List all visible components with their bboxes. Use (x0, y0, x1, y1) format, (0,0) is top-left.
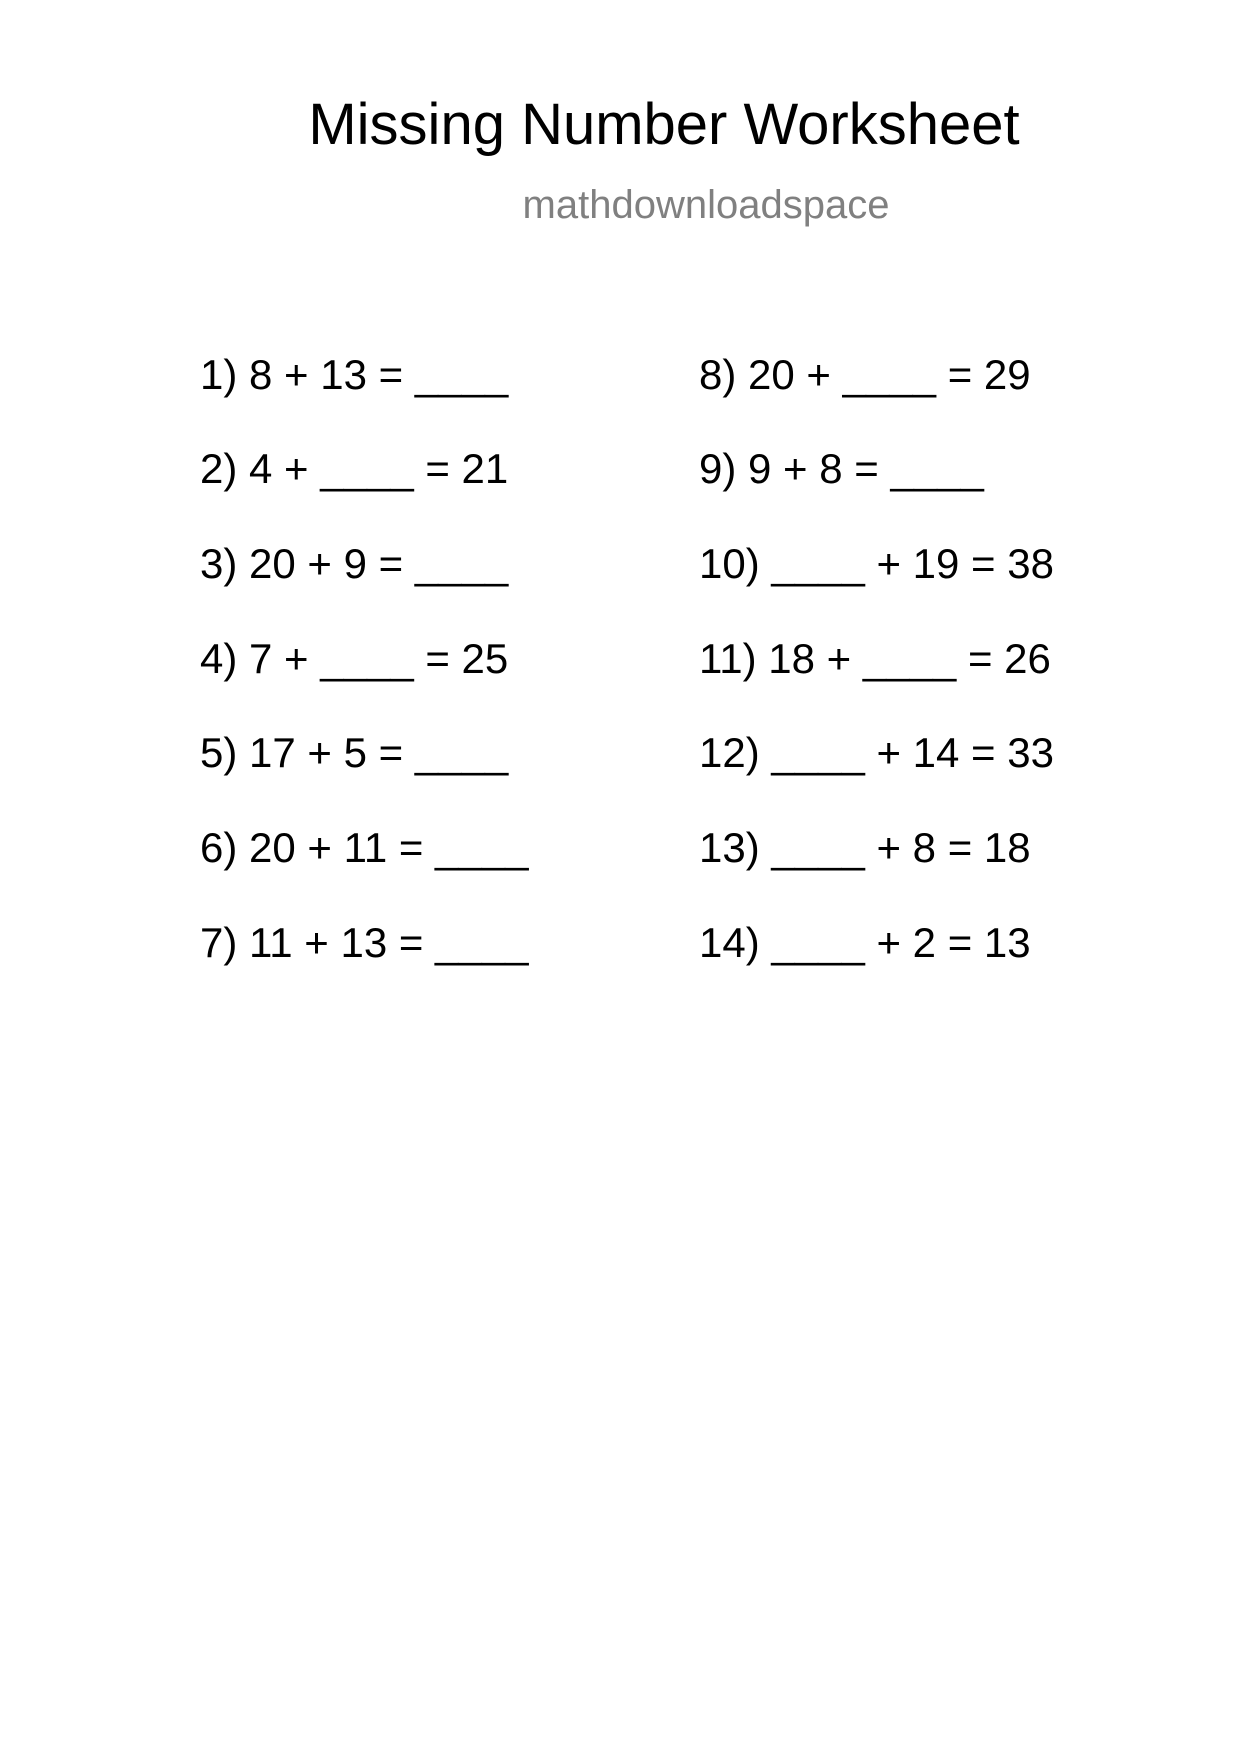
problem-12: 12) ____ + 14 = 33 (699, 729, 1054, 776)
problem-3: 3) 20 + 9 = ____ (200, 540, 509, 587)
problem-5: 5) 17 + 5 = ____ (200, 729, 509, 776)
problem-13: 13) ____ + 8 = 18 (699, 824, 1031, 871)
problem-8: 8) 20 + ____ = 29 (699, 351, 1031, 398)
worksheet-subtitle: mathdownloadspace (522, 183, 890, 227)
problem-10: 10) ____ + 19 = 38 (699, 540, 1054, 587)
problem-4: 4) 7 + ____ = 25 (200, 635, 509, 682)
problem-11: 11) 18 + ____ = 26 (699, 635, 1051, 682)
problem-6: 6) 20 + 11 = ____ (200, 824, 529, 871)
problem-1: 1) 8 + 13 = ____ (200, 351, 509, 398)
problem-9: 9) 9 + 8 = ____ (699, 445, 984, 492)
problem-2: 2) 4 + ____ = 21 (200, 445, 509, 492)
problem-7: 7) 11 + 13 = ____ (200, 919, 529, 966)
problem-14: 14) ____ + 2 = 13 (699, 919, 1031, 966)
worksheet-title: Missing Number Worksheet (308, 92, 1020, 157)
